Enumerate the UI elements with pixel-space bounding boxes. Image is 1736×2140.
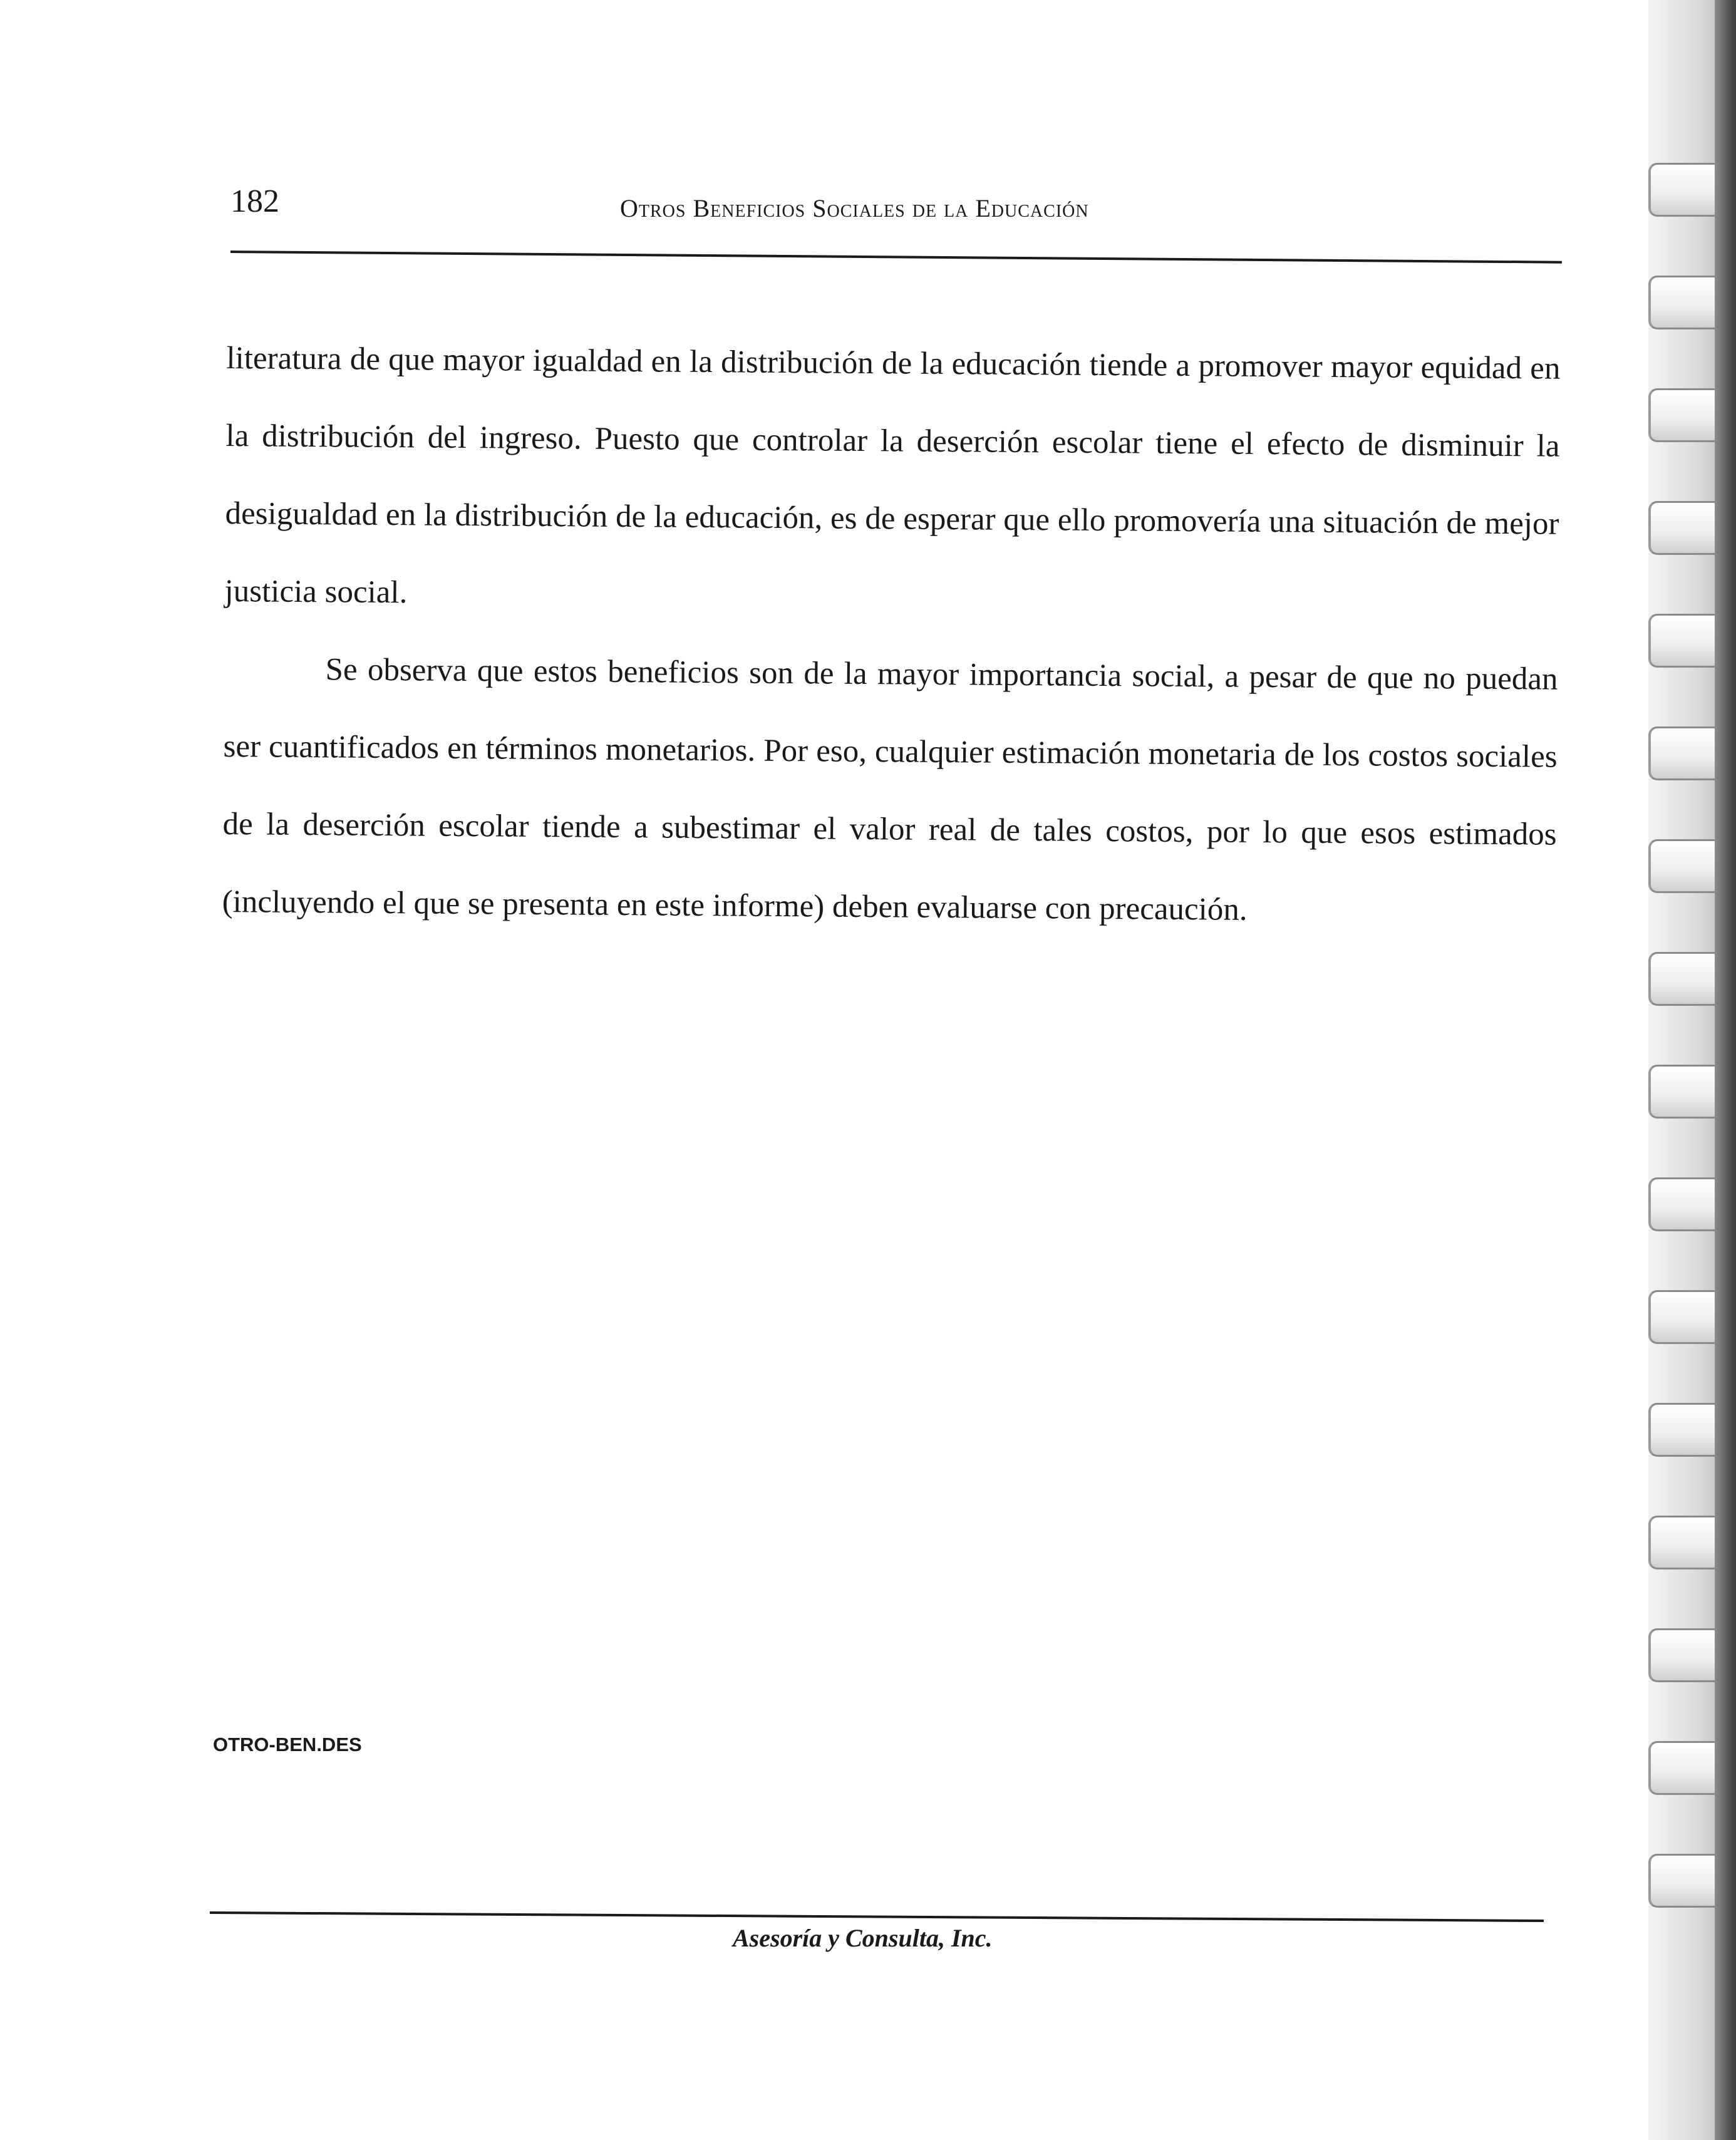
paragraph-indented: Se observa que estos beneficios son de la mayor importancia social, a pesar de que no puedan ser cuantificados en términos monetarios. Por eso, cualquier estimación monetaria de los costos sociales de la deserción escolar tiende a subestimar el valor real de tales costos, por lo que esos estimados (incluyendo el que se presenta en este informe) deben evaluarse con precaución. xyxy=(222,652,1558,928)
body-text xyxy=(222,319,1561,951)
running-title: Otros Beneficios Sociales de la Educación xyxy=(620,194,1089,222)
footer-credit: Asesoría y Consulta, Inc. xyxy=(733,1924,993,1952)
paragraph-continued: literatura de que mayor igualdad en la distribución de la educación tiende a promover mayor equidad en la distribución del ingreso. Puesto que controlar la deserción escolar tiene el efecto de disminuir la desigualdad en la distribución de la educación, es de esperar que ello promovería una situación de mejor justicia social. xyxy=(224,340,1561,611)
file-code: OTRO-BEN.DES xyxy=(213,1734,362,1755)
header-rule xyxy=(230,251,1562,264)
spiral-binding xyxy=(1648,0,1736,2140)
page-edge-shadow xyxy=(1715,0,1736,2140)
footer-rule xyxy=(210,1911,1544,1922)
page-number: 182 xyxy=(230,184,279,219)
